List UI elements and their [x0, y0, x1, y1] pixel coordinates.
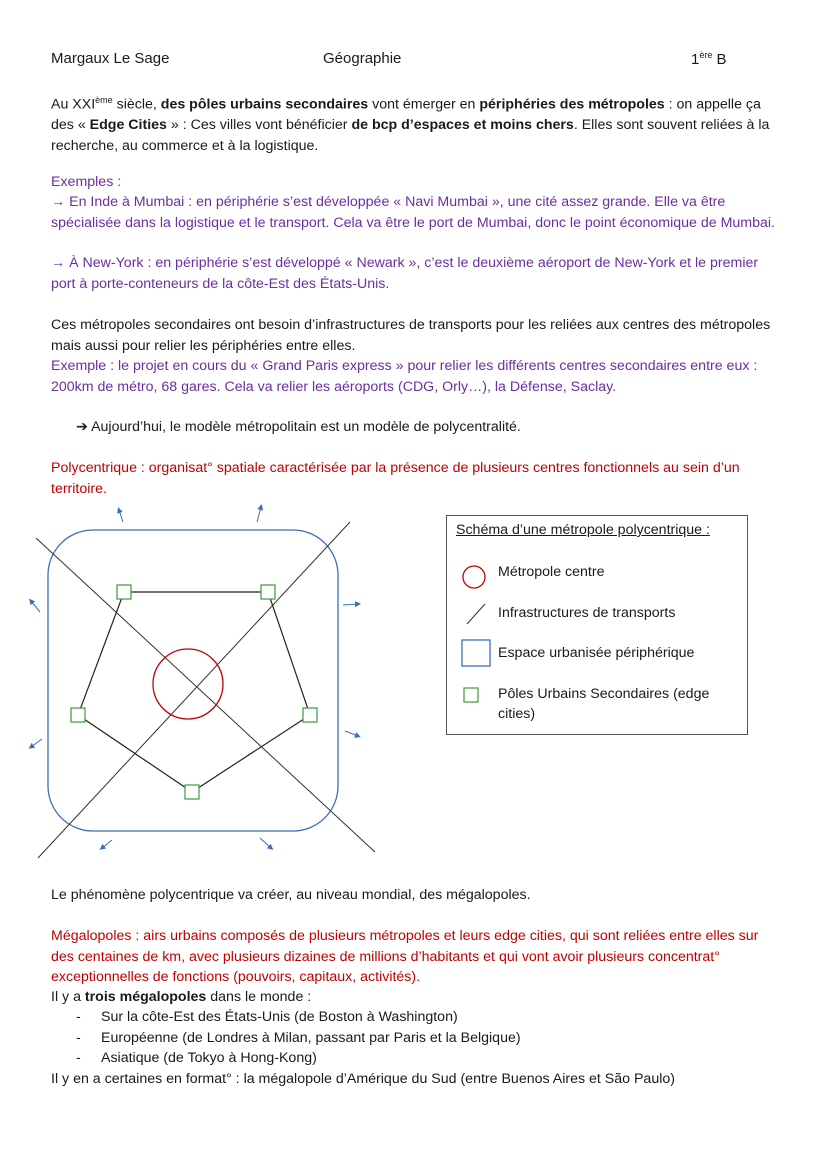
class-superscript: ère	[699, 50, 713, 60]
peripheral-space-icon	[461, 639, 493, 669]
definition-polycentrique: Polycentrique : organisat° spatiale caractérisée par la présence de plusieurs centres fonctionnels au sein d’un territoire.	[51, 460, 740, 497]
example-new-york: → À New-York : en périphérie s’est développé « Newark », c’est le deuxième aéroport de New-York et le premier port à porte-conteneurs de la côte-Est des États-Unis.	[51, 255, 759, 292]
class-number: 1	[691, 51, 700, 68]
megalopole-asia: Asiatique (de Tokyo à Hong-Kong)	[101, 1050, 317, 1066]
three-text-2: dans le monde :	[206, 989, 312, 1005]
intro-bold-3: Edge Cities	[89, 117, 167, 134]
polycentric-diagram	[0, 495, 440, 860]
intro-bold-2: périphéries des métropoles	[479, 96, 665, 113]
intro-bold-1: des pôles urbains secondaires	[160, 96, 369, 113]
megalopoles-list	[51, 1007, 781, 1069]
edge-city-icon	[461, 686, 481, 706]
class-suffix: B	[712, 51, 727, 68]
three-megalopoles-line	[51, 987, 781, 1008]
intro-text-3: vont émerger en	[368, 96, 480, 113]
conclusion-line	[76, 417, 776, 438]
intro-bold-4: de bcp d’espaces et moins chers	[351, 117, 574, 134]
edge-city-marker	[117, 585, 131, 599]
intro-text-5: » : Ces villes vont bénéficier	[166, 117, 352, 134]
list-item: - Asiatique (de Tokyo à Hong-Kong)	[76, 1050, 317, 1066]
arrow-icon: ➔	[76, 419, 88, 435]
edge-city-marker	[261, 585, 275, 599]
legend-title: Schéma d’une métropole polycentrique :	[456, 522, 710, 538]
metropole-centre-icon	[461, 563, 489, 591]
edge-city-marker	[185, 785, 199, 799]
subject-title: Géographie	[323, 50, 402, 67]
example-mumbai: → En Inde à Mumbai : en périphérie s’est développée « Navi Mumbai », une cité assez grande. Elle va être spécialisée dans la logistique et le transport. Cela va être le port de Mumbai, donc le point économique de Mumbai.	[51, 194, 775, 231]
transport-paragraph: Ces métropoles secondaires ont besoin d’infrastructures de transports pour les reliées aux centres des métropoles mais aussi pour relier les périphéries entre elles.	[51, 317, 771, 354]
megalopole-europe: Européenne (de Londres à Milan, passant par Paris et la Belgique)	[101, 1029, 521, 1046]
transport-example: Exemple : le projet en cours du « Grand Paris express » pour relier les différents centres secondaires entre eux : 200km de métro, 68 gares. Cela va relier les aéroports (CDG, Orly…), la Défense, Saclay.	[51, 358, 758, 395]
edge-city-marker	[303, 708, 317, 722]
legend-item-transport: Infrastructures de transports	[498, 605, 676, 621]
intro-text-1: Au XXI	[51, 96, 96, 113]
legend-item-poles: Pôles Urbains Secondaires (edge cities)	[498, 686, 710, 722]
intro-text-4: : on appelle ça des «	[51, 96, 761, 134]
edge-city-marker	[71, 708, 85, 722]
final-line: Il y en a certaines en format° : la mégalopole d’Amérique du Sud (entre Buenos Aires et São Paulo)	[51, 1071, 675, 1087]
author-name: Margaux Le Sage	[51, 50, 170, 67]
list-item: - Sur la côte-Est des États-Unis (de Boston à Washington)	[76, 1009, 458, 1025]
intro-text-2: siècle,	[112, 96, 161, 113]
class-label	[691, 50, 727, 68]
metropole-centre-circle	[153, 649, 223, 719]
transport-line-icon	[461, 600, 489, 628]
definition-megalopoles: Mégalopoles : airs urbains composés de plusieurs métropoles et leurs edge cities, qui sont reliées entre elles sur des centaines de km, avec plusieurs dizaines de millions d’habitants et qui vont avoir plusieurs concentrat° exceptionnelles de fonctions (pouvoirs, capitaux, activités).	[51, 928, 759, 985]
intro-text-6: . Elles sont souvent reliées à la recherche, au commerce et à la logistique.	[51, 117, 770, 154]
legend-item-space: Espace urbanisée périphérique	[498, 645, 695, 661]
examples-heading: Exemples :	[51, 174, 122, 190]
phenomenon-text: Le phénomène polycentrique va créer, au niveau mondial, des mégalopoles.	[51, 887, 531, 903]
secondary-poles-network	[78, 592, 310, 792]
megalopole-usa: Sur la côte-Est des États-Unis (de Boston à Washington)	[101, 1009, 458, 1025]
intro-superscript: ème	[95, 95, 113, 105]
three-bold: trois mégalopoles	[84, 989, 207, 1005]
list-item: - Européenne (de Londres à Milan, passant par Paris et la Belgique)	[76, 1029, 521, 1046]
legend-item-centre: Métropole centre	[498, 564, 605, 580]
diagram-legend	[446, 515, 748, 735]
three-text-1: Il y a	[51, 989, 85, 1005]
transport-line-2	[38, 522, 350, 858]
intro-paragraph	[51, 90, 781, 156]
conclusion-text: Aujourd’hui, le modèle métropolitain est un modèle de polycentralité.	[91, 419, 521, 435]
